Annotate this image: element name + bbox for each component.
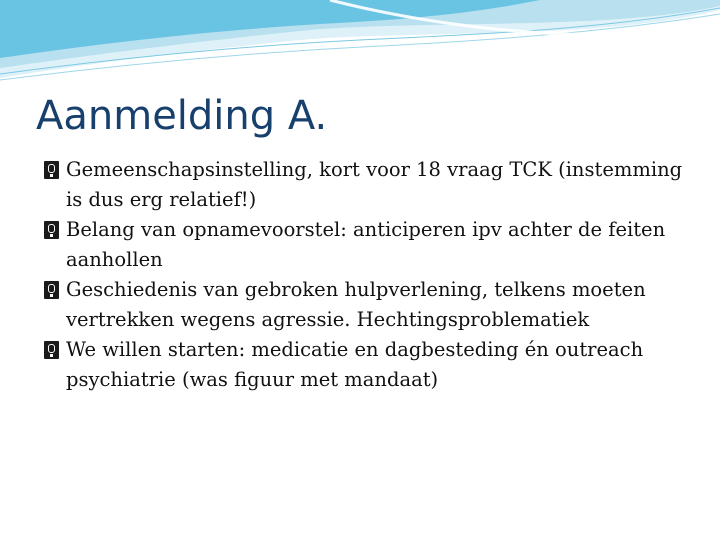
bullet-item <box>44 275 694 335</box>
missing-glyph-icon <box>44 161 59 179</box>
bullet-text: Belang van opnamevoorstel: anticiperen ipv achter de feiten aanhollen <box>66 218 666 271</box>
missing-glyph-icon <box>44 281 59 299</box>
slide-title: Aanmelding A. <box>36 93 328 139</box>
bullet-text: Gemeenschapsinstelling, kort voor 18 vraag TCK (instemming is dus erg relatief!) <box>66 158 683 211</box>
missing-glyph-icon <box>44 341 59 359</box>
bullet-text: Geschiedenis van gebroken hulpverlening, telkens moeten vertrekken wegens agressie. Hechtingsproblematiek <box>66 278 646 331</box>
bullet-item <box>44 335 694 395</box>
missing-glyph-icon <box>44 221 59 239</box>
bullet-item <box>44 215 694 275</box>
bullet-text: We willen starten: medicatie en dagbesteding én outreach psychiatrie (was figuur met mandaat) <box>66 338 644 391</box>
bullet-item <box>44 155 694 215</box>
header-wave-decoration <box>0 0 720 90</box>
bullet-list <box>44 155 694 395</box>
